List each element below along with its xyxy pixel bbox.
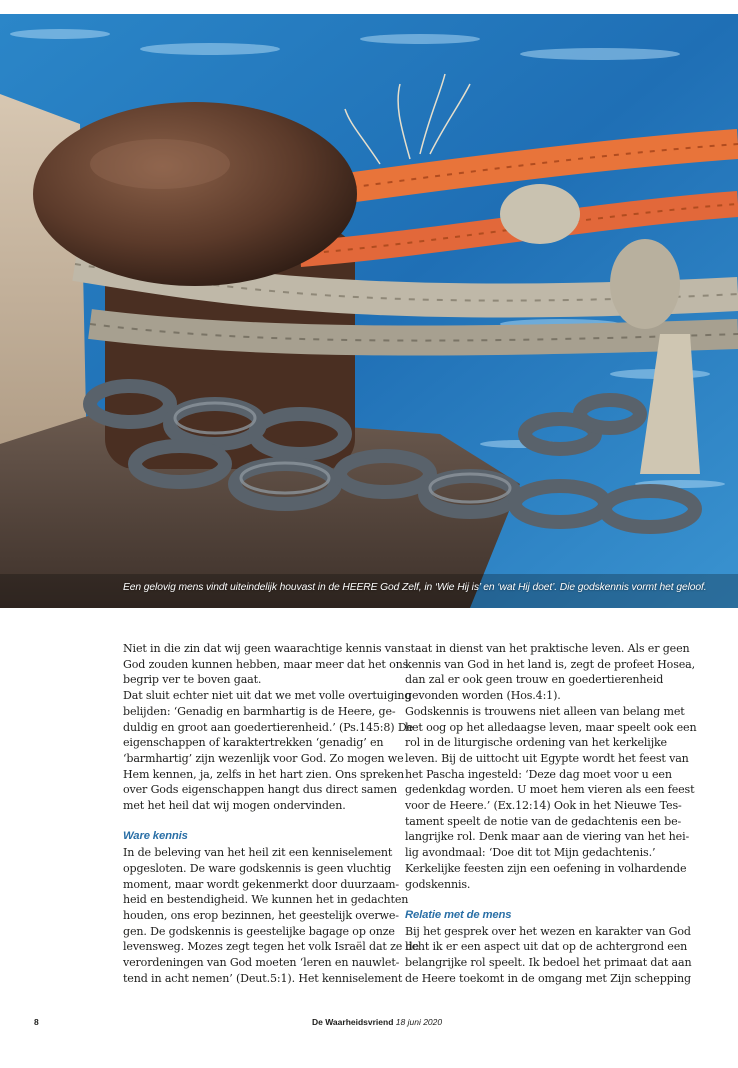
text-line: gedenkdag worden. U moet hem vieren als een feest	[405, 783, 695, 797]
text-line: Godskennis is trouwens niet alleen van belang met	[405, 704, 685, 718]
text-line: dan zal er ook geen trouw en goedertierenheid	[405, 673, 664, 687]
text-line: over Gods eigenschappen hangt dus direct samen	[123, 783, 398, 797]
page-number: 8	[34, 1017, 39, 1027]
section-heading-ware-kennis: Ware kennis	[123, 830, 188, 843]
text-line: rol in de liturgische ordening van het kerkelijke	[405, 736, 667, 750]
text-line: licht ik er een aspect uit dat op de achtergrond een	[405, 940, 688, 954]
text-line: verordeningen van God moeten ‘leren en nauwlet-	[123, 956, 400, 970]
text-line: lig avondmaal: ‘Doe dit tot Mijn gedachtenis.’	[405, 846, 656, 860]
text-line: In de beleving van het heil zit een kenniselement	[123, 846, 393, 860]
text-line: ‘barmhartig’ zijn wezenlijk voor God. Zo mogen we	[123, 751, 404, 765]
issue-date: 18 juni 2020	[395, 1017, 443, 1027]
text-line: eigenschappen of karaktertrekken ‘genadig’ en	[123, 736, 384, 750]
text-line: langrijke rol. Denk maar aan de viering van het hei-	[405, 830, 690, 844]
section-heading-relatie-met-de-mens: Relatie met de mens	[405, 908, 512, 921]
mooring-bollard-photo	[0, 14, 738, 608]
text-line: God zouden kunnen hebben, maar meer dat het ons	[123, 657, 409, 671]
left-paragraph-2	[123, 688, 413, 814]
text-line: tament speelt de notie van de gedachtenis een be-	[405, 814, 682, 828]
magazine-name: De Waarheidsvriend	[312, 1017, 394, 1027]
text-line: leven. Bij de uittocht uit Egypte wordt het feest van	[405, 751, 689, 765]
text-line: Niet in die zin dat wij geen waarachtige kennis van	[123, 642, 405, 655]
text-line: moment, maar wordt gekenmerkt door duurzaam-	[123, 877, 399, 891]
text-line: belijden: ‘Genadig en barmhartig is de Heere, ge-	[123, 704, 396, 718]
text-line: staat in dienst van het praktische leven. Als er geen	[405, 642, 690, 655]
left-paragraph-1	[123, 641, 409, 688]
text-line: godskennis.	[405, 877, 471, 891]
text-line: Hem kennen, ja, zelfs in het hart zien. Ons spreken	[123, 767, 405, 781]
text-line: het oog op het alledaagse leven, maar speelt ook een	[405, 720, 697, 734]
footer-masthead	[312, 1017, 442, 1027]
left-paragraph-3	[123, 845, 419, 986]
text-line: gen. De godskennis is geestelijke bagage op onze	[123, 924, 395, 938]
text-line: het Pascha ingesteld: ‘Deze dag moet voor u een	[405, 767, 672, 781]
text-line: met het heil dat wij mogen ondervinden.	[123, 799, 346, 813]
right-paragraph-1	[405, 641, 696, 704]
text-line: kennis van God in het land is, zegt de profeet Hosea,	[405, 657, 696, 671]
right-paragraph-3	[405, 924, 692, 987]
right-paragraph-2	[405, 704, 697, 892]
text-line: voor de Heere.’ (Ex.12:14) Ook in het Nieuwe Tes-	[405, 799, 682, 813]
text-line: gevonden worden (Hos.4:1).	[405, 689, 561, 703]
photo-caption: Een gelovig mens vindt uiteindelijk houvast in de HEERE God Zelf, in ‘Wie Hij is’ en ‘wat Hij doet’. Die godskennis vormt het geloof.	[123, 582, 707, 593]
text-line: opgesloten. De ware godskennis is geen vluchtig	[123, 861, 392, 875]
right-column	[405, 641, 697, 986]
text-line: houden, ons erop bezinnen, het geestelijk overwe-	[123, 908, 399, 922]
text-line: levensweg. Mozes zegt tegen het volk Israël dat ze de	[123, 940, 419, 954]
text-line: Dat sluit echter niet uit dat we met volle overtuiging	[123, 689, 412, 703]
text-line: tend in acht nemen’ (Deut.5:1). Het kenniselement	[123, 971, 403, 985]
text-line: Kerkelijke feesten zijn een oefening in volhardende	[405, 861, 687, 875]
text-line: Bij het gesprek over het wezen en karakter van God	[405, 924, 691, 938]
text-line: heid en bestendigheid. We kunnen het in gedachten	[123, 893, 409, 907]
text-line: begrip ver te boven gaat.	[123, 673, 262, 687]
text-line: duldig en groot aan goedertierenheid.’ (Ps.145:8) De	[123, 720, 413, 734]
text-line: belangrijke rol speelt. Ik bedoel het primaat dat aan	[405, 956, 692, 970]
text-line: de Heere toekomt in de omgang met Zijn schepping	[405, 971, 691, 985]
left-column	[123, 641, 419, 986]
